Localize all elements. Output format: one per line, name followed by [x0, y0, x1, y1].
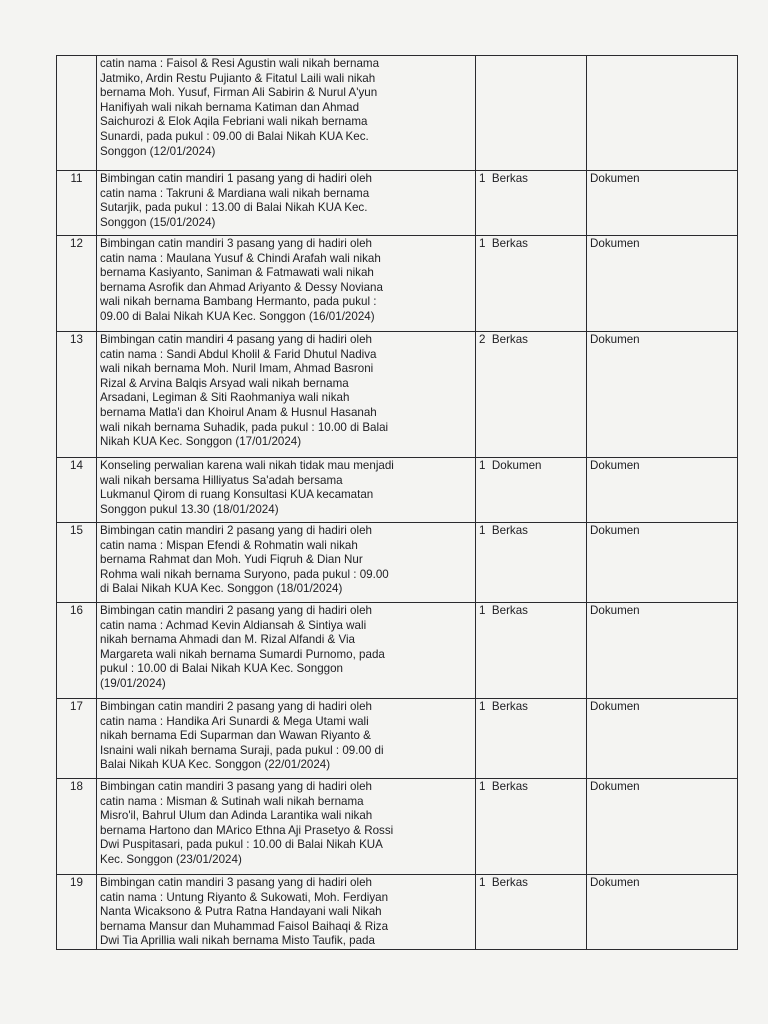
description-line: Sunardi, pada pukul : 09.00 di Balai Nikah KUA Kec. — [100, 129, 369, 143]
activity-log-body — [57, 56, 738, 950]
output-quantity: 1 Berkas — [476, 171, 587, 236]
description-line: Nanta Wicaksono & Putra Ratna Handayani wali Nikah — [100, 905, 382, 919]
output-type: Dokumen — [587, 332, 738, 458]
description-line: Nikah KUA Kec. Songgon (17/01/2024) — [100, 435, 302, 449]
description-line: bernama Mansur dan Muhammad Faisol Baihaqi & Riza — [100, 919, 389, 933]
activity-description — [97, 603, 476, 699]
output-type: Dokumen — [587, 171, 738, 236]
description-line: catin nama : Misman & Sutinah wali nikah bernama — [100, 794, 364, 808]
table-row — [57, 603, 738, 699]
output-quantity: 1 Berkas — [476, 779, 587, 875]
table-row — [57, 332, 738, 458]
description-line: bernama Kasiyanto, Saniman & Fatmawati wali nikah — [100, 266, 374, 280]
activity-description — [97, 458, 476, 523]
row-number: 15 — [57, 523, 97, 603]
description-line: wali nikah bernama Moh. Nuril Imam, Ahmad Basroni — [100, 362, 374, 376]
description-line: Lukmanul Qirom di ruang Konsultasi KUA kecamatan — [100, 488, 374, 502]
output-quantity: 1 Berkas — [476, 236, 587, 332]
output-type: Dokumen — [587, 875, 738, 950]
activity-description — [97, 779, 476, 875]
description-line: bernama Matla'i dan Khoirul Anam & Husnul Hasanah — [100, 405, 377, 419]
output-quantity: 1 Berkas — [476, 603, 587, 699]
description-line: Isnaini wali nikah bernama Suraji, pada pukul : 09.00 di — [100, 743, 384, 757]
description-line: bernama Asrofik dan Ahmad Ariyanto & Dessy Noviana — [100, 280, 383, 294]
output-quantity: 1 Berkas — [476, 699, 587, 779]
description-line: Balai Nikah KUA Kec. Songgon (22/01/2024) — [100, 758, 331, 772]
activity-description — [97, 171, 476, 236]
description-line: Margareta wali nikah bernama Sumardi Purnomo, pada — [100, 647, 385, 661]
description-line: Songgon (12/01/2024) — [100, 144, 216, 158]
row-number: 13 — [57, 332, 97, 458]
table-row — [57, 171, 738, 236]
activity-description — [97, 236, 476, 332]
activity-description — [97, 699, 476, 779]
output-quantity: 1 Berkas — [476, 523, 587, 603]
output-type: Dokumen — [587, 699, 738, 779]
table-row — [57, 523, 738, 603]
table-row — [57, 875, 738, 950]
description-line: wali nikah bersama Hilliyatus Sa'adah bersama — [100, 473, 343, 487]
description-line: Bimbingan catin mandiri 3 pasang yang di hadiri oleh — [100, 780, 372, 793]
row-number: 17 — [57, 699, 97, 779]
table-row — [57, 779, 738, 875]
activity-description — [97, 523, 476, 603]
table-row — [57, 236, 738, 332]
description-line: Kec. Songgon (23/01/2024) — [100, 852, 242, 866]
row-number: 19 — [57, 875, 97, 950]
activity-log-table — [56, 55, 738, 950]
description-line: catin nama : Takruni & Mardiana wali nikah bernama — [100, 186, 370, 200]
description-line: wali nikah bernama Suhadik, pada pukul : 10.00 di Balai — [100, 420, 389, 434]
activity-description — [97, 875, 476, 950]
description-line: Bimbingan catin mandiri 2 pasang yang di hadiri oleh — [100, 604, 372, 617]
description-line: Saichurozi & Elok Aqila Febriani wali nikah bernama — [100, 115, 368, 129]
output-type: Dokumen — [587, 236, 738, 332]
output-quantity: 1 Dokumen — [476, 458, 587, 523]
description-line: di Balai Nikah KUA Kec. Songgon (18/01/2024) — [100, 582, 343, 596]
description-line: Hanifiyah wali nikah bernama Katiman dan Ahmad — [100, 100, 360, 114]
description-line: Rizal & Arvina Balqis Arsyad wali nikah bernama — [100, 376, 349, 390]
description-line: catin nama : Maulana Yusuf & Chindi Arafah wali nikah — [100, 251, 381, 265]
output-quantity — [476, 56, 587, 171]
description-line: bernama Rahmat dan Moh. Yudi Fiqruh & Dian Nur — [100, 553, 363, 567]
description-line: Bimbingan catin mandiri 3 pasang yang di hadiri oleh — [100, 237, 372, 250]
description-line: nikah bernama Edi Suparman dan Wawan Riyanto & — [100, 729, 371, 743]
description-line: bernama Hartono dan MArico Ethna Aji Prasetyo & Rossi — [100, 823, 394, 837]
description-line: Sutarjik, pada pukul : 13.00 di Balai Nikah KUA Kec. — [100, 201, 368, 215]
table-row — [57, 699, 738, 779]
description-line: catin nama : Sandi Abdul Kholil & Farid Dhutul Nadiva — [100, 347, 377, 361]
table-row — [57, 56, 738, 171]
activity-description — [97, 332, 476, 458]
description-line: pukul : 10.00 di Balai Nikah KUA Kec. Songgon — [100, 662, 343, 676]
description-line: Bimbingan catin mandiri 4 pasang yang di hadiri oleh — [100, 333, 372, 346]
description-line: 09.00 di Balai Nikah KUA Kec. Songgon (16/01/2024) — [100, 309, 375, 323]
output-type: Dokumen — [587, 523, 738, 603]
description-line: nikah bernama Ahmadi dan M. Rizal Alfandi & Via — [100, 633, 355, 647]
description-line: Dwi Puspitasari, pada pukul : 10.00 di Balai Nikah KUA — [100, 838, 383, 852]
description-line: Bimbingan catin mandiri 3 pasang yang di hadiri oleh — [100, 876, 372, 889]
description-line: Konseling perwalian karena wali nikah tidak mau menjadi — [100, 459, 394, 472]
description-line: catin nama : Untung Riyanto & Sukowati, Moh. Ferdiyan — [100, 890, 389, 904]
description-line: (19/01/2024) — [100, 676, 166, 690]
output-type — [587, 56, 738, 171]
description-line: Dwi Tia Aprillia wali nikah bernama Misto Taufik, pada — [100, 934, 375, 948]
row-number — [57, 56, 97, 171]
row-number: 11 — [57, 171, 97, 236]
output-type: Dokumen — [587, 603, 738, 699]
table-row — [57, 458, 738, 523]
description-line: Songgon pukul 13.30 (18/01/2024) — [100, 502, 279, 516]
description-line: catin nama : Achmad Kevin Aldiansah & Sintiya wali — [100, 618, 367, 632]
activity-description — [97, 56, 476, 171]
description-line: Misro'il, Bahrul Ulum dan Adinda Larantika wali nikah — [100, 809, 373, 823]
output-type: Dokumen — [587, 779, 738, 875]
description-line: Rohma wali nikah bernama Suryono, pada pukul : 09.00 — [100, 567, 389, 581]
output-quantity: 2 Berkas — [476, 332, 587, 458]
description-line: Arsadani, Legiman & Siti Raohmaniya wali nikah — [100, 391, 350, 405]
row-number: 18 — [57, 779, 97, 875]
description-line: Bimbingan catin mandiri 2 pasang yang di hadiri oleh — [100, 700, 372, 713]
description-line: Bimbingan catin mandiri 1 pasang yang di hadiri oleh — [100, 172, 372, 185]
description-line: catin nama : Faisol & Resi Agustin wali nikah bernama — [100, 57, 380, 70]
output-type: Dokumen — [587, 458, 738, 523]
description-line: Bimbingan catin mandiri 2 pasang yang di hadiri oleh — [100, 524, 372, 537]
description-line: catin nama : Handika Ari Sunardi & Mega Utami wali — [100, 714, 369, 728]
description-line: wali nikah bernama Bambang Hermanto, pada pukul : — [100, 295, 377, 309]
row-number: 16 — [57, 603, 97, 699]
description-line: Jatmiko, Ardin Restu Pujianto & Fitatul Laili wali nikah — [100, 71, 376, 85]
row-number: 14 — [57, 458, 97, 523]
description-line: catin nama : Mispan Efendi & Rohmatin wali nikah — [100, 538, 358, 552]
output-quantity: 1 Berkas — [476, 875, 587, 950]
description-line: bernama Moh. Yusuf, Firman Ali Sabirin & Nurul A'yun — [100, 86, 378, 100]
description-line: Songgon (15/01/2024) — [100, 215, 216, 229]
row-number: 12 — [57, 236, 97, 332]
